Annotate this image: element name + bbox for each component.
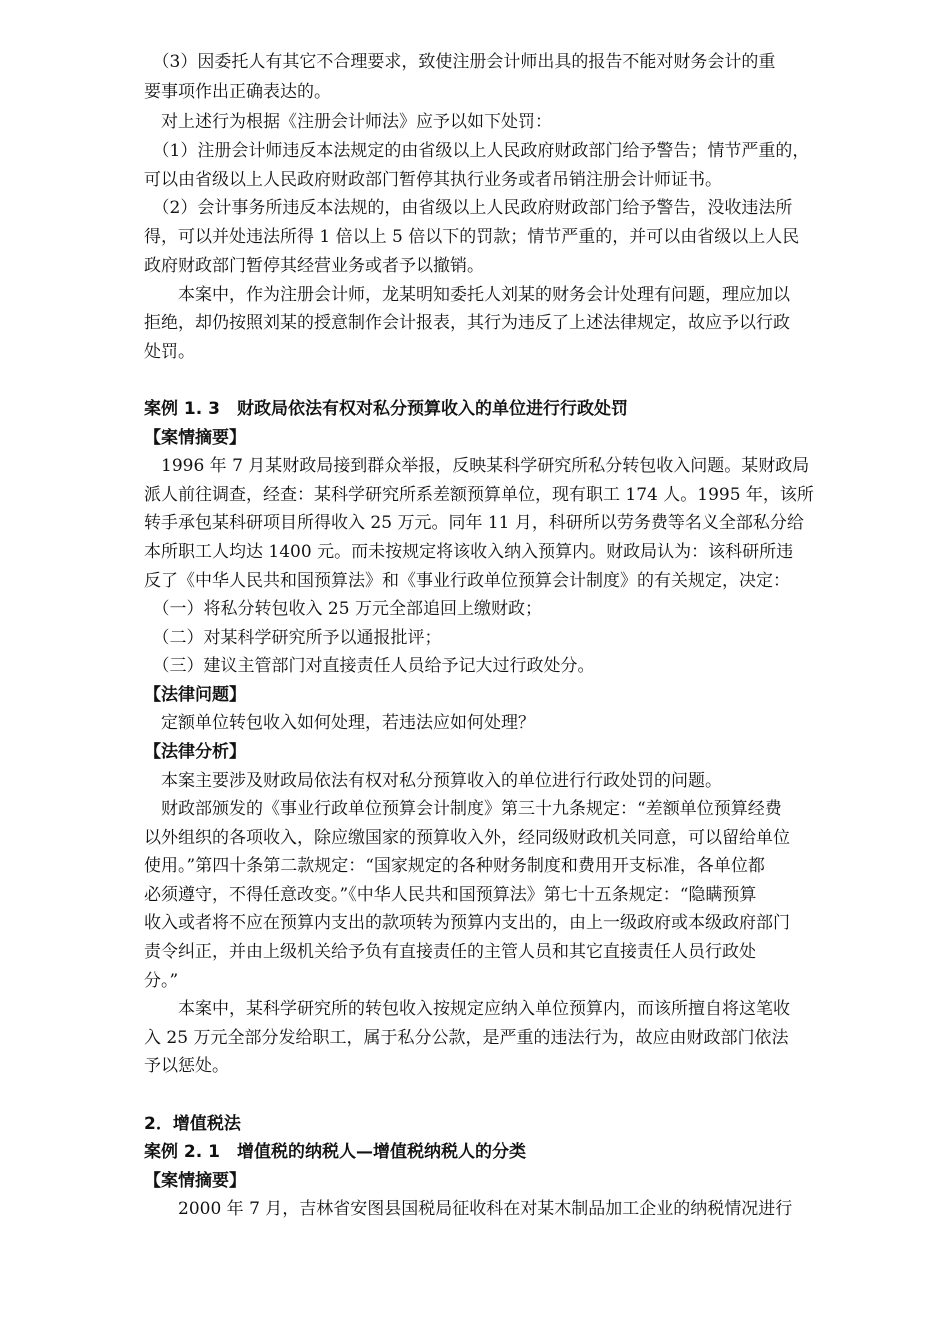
- text-line: 2000 年 7 月，吉林省安图县国税局征收科在对某木制品加工企业的纳税情况进行: [144, 1199, 793, 1219]
- text-line: 得，可以并处违法所得 1 倍以上 5 倍以下的罚款；情节严重的，并可以由省级以上人民: [144, 227, 800, 247]
- text-line: 本案中，某科学研究所的转包收入按规定应纳入单位预算内，而该所擅自将这笔收: [144, 999, 790, 1019]
- text-line: 反了《中华人民共和国预算法》和《事业行政单位预算会计制度》的有关规定，决定：: [144, 571, 790, 591]
- text-line: （1）注册会计师违反本法规定的由省级以上人民政府财政部门给予警告；情节严重的，: [144, 141, 810, 161]
- section-heading: 【案情摘要】: [144, 1171, 246, 1191]
- text-line: 收入或者将不应在预算内支出的款项转为预算内支出的，由上一级政府或本级政府部门: [144, 913, 790, 933]
- text-line: 入 25 万元全部分发给职工，属于私分公款，是严重的违法行为，故应由财政部门依法: [144, 1028, 789, 1048]
- text-line: 1996 年 7 月某财政局接到群众举报，反映某科学研究所私分转包收入问题。某财政局: [144, 456, 810, 476]
- text-line: 财政部颁发的《事业行政单位预算会计制度》第三十九条规定：“差额单位预算经费: [144, 799, 782, 819]
- case-heading: 案例 2. 1 增值税的纳税人—增值税纳税人的分类: [144, 1142, 526, 1162]
- text-line: （2）会计事务所违反本法规的，由省级以上人民政府财政部门给予警告，没收违法所: [144, 198, 793, 218]
- text-line: 责令纠正，并由上级机关给予负有直接责任的主管人员和其它直接责任人员行政处: [144, 942, 756, 962]
- text-line: 要事项作出正确表达的。: [144, 82, 331, 102]
- text-line: （一）将私分转包收入 25 万元全部追回上缴财政；: [144, 599, 542, 619]
- case-heading: 案例 1. 3 财政局依法有权对私分预算收入的单位进行行政处罚: [144, 399, 628, 419]
- text-line: 以外组织的各项收入，除应缴国家的预算收入外，经同级财政机关同意，可以留给单位: [144, 828, 790, 848]
- text-line: 本案主要涉及财政局依法有权对私分预算收入的单位进行行政处罚的问题。: [144, 771, 722, 791]
- text-line: 本案中，作为注册会计师，龙某明知委托人刘某的财务会计处理有问题，理应加以: [144, 285, 790, 305]
- text-line: 派人前往调查，经查：某科学研究所系差额预算单位，现有职工 174 人。1995 年，该所: [144, 485, 814, 505]
- section-heading: 【案情摘要】: [144, 428, 246, 448]
- text-line: 拒绝，却仍按照刘某的授意制作会计报表，其行为违反了上述法律规定，故应予以行政: [144, 313, 790, 333]
- section-heading: 【法律分析】: [144, 742, 246, 762]
- text-line: 转手承包某科研项目所得收入 25 万元。同年 11 月，科研所以劳务费等名义全部私分给: [144, 513, 804, 533]
- text-line: 本所职工人均达 1400 元。而未按规定将该收入纳入预算内。财政局认为：该科研所违: [144, 542, 794, 562]
- text-line: （三）建议主管部门对直接责任人员给予记大过行政处分。: [144, 656, 595, 676]
- text-line: （3）因委托人有其它不合理要求，致使注册会计师出具的报告不能对财务会计的重: [144, 52, 776, 72]
- chapter-heading: 2．增值税法: [144, 1114, 241, 1134]
- text-line: 可以由省级以上人民政府财政部门暂停其执行业务或者吊销注册会计师证书。: [144, 170, 722, 190]
- text-line: 分。”: [144, 971, 179, 991]
- text-line: 处罚。: [144, 342, 195, 362]
- section-heading: 【法律问题】: [144, 685, 246, 705]
- text-line: 定额单位转包收入如何处理，若违法应如何处理？: [144, 713, 535, 733]
- text-line: 予以惩处。: [144, 1056, 229, 1076]
- text-line: 政府财政部门暂停其经营业务或者予以撤销。: [144, 256, 484, 276]
- text-line: （二）对某科学研究所予以通报批评；: [144, 628, 442, 648]
- text-line: 对上述行为根据《注册会计师法》应予以如下处罚：: [144, 112, 552, 132]
- text-line: 使用。”第四十条第二款规定：“国家规定的各种财务制度和费用开支标准，各单位都: [144, 856, 765, 876]
- text-line: 必须遵守，不得任意改变。”《中华人民共和国预算法》第七十五条规定：“隐瞒预算: [144, 885, 757, 905]
